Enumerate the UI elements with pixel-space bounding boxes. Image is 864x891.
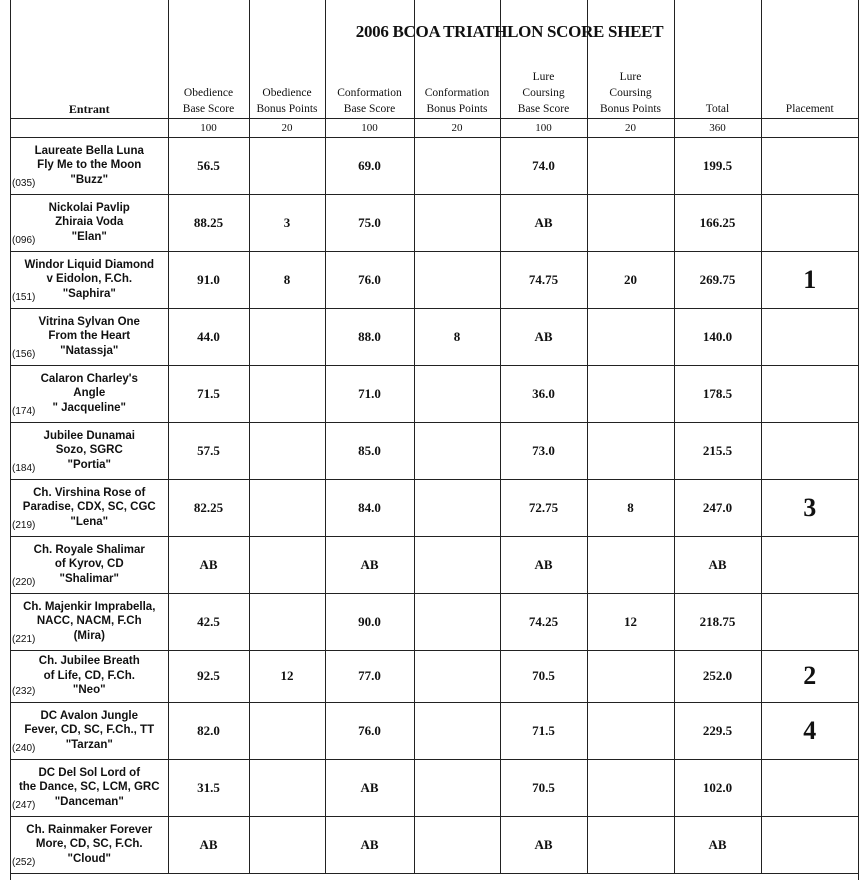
cell-conf-bonus (414, 365, 500, 422)
entrant-name-line: Nickolai Pavlip (48, 201, 130, 214)
cell-lure-base: 74.75 (500, 251, 587, 308)
cell-lure-bonus (587, 137, 674, 194)
entrant-name-line: Zhiraia Voda (55, 216, 124, 229)
entrant-number: (240) (12, 743, 36, 754)
cell-ob-bonus (249, 308, 325, 365)
entrant-name-line: "Danceman" (54, 795, 124, 808)
cell-placement: 3 (761, 479, 858, 536)
cell-lure-base: 70.5 (500, 759, 587, 816)
cell-ob-base: 31.5 (168, 759, 249, 816)
cell-lure-bonus (587, 759, 674, 816)
cell-total: 269.75 (674, 251, 761, 308)
entrant-name-line: "Cloud" (67, 852, 111, 865)
entrant-name-line: Windor Liquid Diamond (24, 258, 155, 271)
header-placement: Placement (761, 0, 858, 118)
cell-conf-base: 88.0 (325, 308, 414, 365)
entrant-name (11, 308, 168, 365)
cell-ob-base: 82.0 (168, 702, 249, 759)
table-row (11, 194, 858, 251)
score-table (11, 0, 858, 874)
cell-lure-base: AB (500, 816, 587, 873)
table-row (11, 308, 858, 365)
entrant-number: (035) (12, 178, 36, 189)
cell-conf-base: 75.0 (325, 194, 414, 251)
table-row (11, 759, 858, 816)
cell-ob-base: 91.0 (168, 251, 249, 308)
entrant-name-line: Laureate Bella Luna (34, 144, 144, 157)
cell-conf-bonus (414, 479, 500, 536)
cell-conf-base: 71.0 (325, 365, 414, 422)
cell-total: AB (674, 536, 761, 593)
cell-total: 215.5 (674, 422, 761, 479)
cell-placement: 4 (761, 702, 858, 759)
entrant-name-line: (Mira) (73, 629, 105, 642)
cell-placement (761, 365, 858, 422)
entrant-name-line: Angle (73, 387, 106, 400)
cell-ob-bonus (249, 593, 325, 650)
cell-conf-bonus (414, 759, 500, 816)
header-obedience-base: Obedience Base Score (168, 0, 249, 118)
entrant-name-line: Ch. Majenkir Imprabella, (23, 600, 156, 613)
cell-conf-bonus (414, 422, 500, 479)
cell-ob-bonus (249, 479, 325, 536)
cell-conf-base: 84.0 (325, 479, 414, 536)
header-lure-base: Lure Coursing Base Score (500, 0, 587, 118)
entrant-number: (232) (12, 686, 36, 697)
cell-placement (761, 536, 858, 593)
entrant-name-line: Ch. Royale Shalimar (33, 543, 145, 556)
cell-lure-base: AB (500, 194, 587, 251)
entrant-name-line: "Lena" (70, 515, 109, 528)
table-row (11, 422, 858, 479)
cell-ob-base: 57.5 (168, 422, 249, 479)
cell-ob-base: 56.5 (168, 137, 249, 194)
cell-total: 229.5 (674, 702, 761, 759)
cell-conf-bonus: 8 (414, 308, 500, 365)
cell-lure-base: 36.0 (500, 365, 587, 422)
entrant-name (11, 816, 168, 873)
cell-lure-base: 70.5 (500, 650, 587, 702)
entrant-name-line: "Tarzan" (65, 738, 113, 751)
table-row (11, 137, 858, 194)
entrant-name-line: Sozo, SGRC (55, 444, 123, 457)
cell-lure-base: 72.75 (500, 479, 587, 536)
entrant-name (11, 593, 168, 650)
cell-conf-bonus (414, 816, 500, 873)
cell-total: 199.5 (674, 137, 761, 194)
cell-total: 252.0 (674, 650, 761, 702)
entrant-name-line: Ch. Rainmaker Forever (26, 823, 153, 836)
cell-conf-bonus (414, 536, 500, 593)
entrant-name-line: Paradise, CDX, SC, CGC (22, 501, 156, 514)
cell-ob-bonus (249, 536, 325, 593)
cell-lure-bonus (587, 308, 674, 365)
cell-total: 140.0 (674, 308, 761, 365)
page-title: 2006 BCOA TRIATHLON SCORE SHEET (355, 22, 664, 41)
entries-body (11, 137, 858, 873)
cell-ob-bonus: 8 (249, 251, 325, 308)
entrant-name-line: Ch. Virshina Rose of (33, 486, 146, 499)
cell-ob-bonus (249, 137, 325, 194)
entrant-number: (151) (12, 292, 36, 303)
cell-placement (761, 759, 858, 816)
entrant-name (11, 759, 168, 816)
cell-placement: 1 (761, 251, 858, 308)
max-lure-bonus: 20 (587, 118, 674, 137)
cell-ob-base: 44.0 (168, 308, 249, 365)
entrant-name-line: Vitrina Sylvan One (38, 315, 140, 328)
header-total: Total (674, 0, 761, 118)
cell-conf-base: AB (325, 816, 414, 873)
entrant-number: (174) (12, 406, 36, 417)
max-conformation-base: 100 (325, 118, 414, 137)
cell-lure-bonus: 12 (587, 593, 674, 650)
entrant-name (11, 251, 168, 308)
header-lure-bonus: Lure Coursing Bonus Points (587, 0, 674, 118)
cell-placement: 2 (761, 650, 858, 702)
entrant-name-line: " Jacqueline" (52, 401, 127, 414)
cell-ob-base: AB (168, 536, 249, 593)
cell-total: 102.0 (674, 759, 761, 816)
table-row (11, 251, 858, 308)
entrant-number: (219) (12, 520, 36, 531)
entrant-name-line: of Kyrov, CD (54, 558, 124, 571)
cell-conf-base: 76.0 (325, 251, 414, 308)
entrant-name-line: Fly Me to the Moon (37, 159, 142, 172)
header-row (11, 0, 858, 118)
cell-ob-bonus: 12 (249, 650, 325, 702)
entrant-name-line: Jubilee Dunamai (43, 429, 135, 442)
score-sheet (10, 0, 859, 880)
cell-ob-base: AB (168, 816, 249, 873)
table-row (11, 593, 858, 650)
table-row (11, 365, 858, 422)
cell-ob-bonus (249, 816, 325, 873)
entrant-name-line: DC Avalon Jungle (40, 709, 139, 722)
entrant-number: (220) (12, 577, 36, 588)
header-conformation-bonus: Conformation Bonus Points (414, 0, 500, 118)
cell-conf-base: 76.0 (325, 702, 414, 759)
cell-placement (761, 816, 858, 873)
entrant-name-line: the Dance, SC, LCM, GRC (18, 781, 160, 794)
entrant-name-line: "Natassja" (60, 344, 119, 357)
cell-ob-base: 92.5 (168, 650, 249, 702)
max-total: 360 (674, 118, 761, 137)
cell-conf-base: 69.0 (325, 137, 414, 194)
max-entrant-blank (11, 118, 168, 137)
table-row (11, 650, 858, 702)
entrant-name-line: From the Heart (48, 330, 131, 343)
entrant-name-line: More, CD, SC, F.Ch. (35, 838, 143, 851)
cell-ob-base: 71.5 (168, 365, 249, 422)
cell-conf-bonus (414, 137, 500, 194)
table-row (11, 702, 858, 759)
entrant-number: (184) (12, 463, 36, 474)
entrant-name-line: "Saphira" (62, 287, 116, 300)
cell-conf-base: AB (325, 759, 414, 816)
max-conformation-bonus: 20 (414, 118, 500, 137)
entrant-name-line: "Neo" (72, 684, 106, 697)
max-lure-base: 100 (500, 118, 587, 137)
cell-lure-base: 71.5 (500, 702, 587, 759)
cell-lure-bonus (587, 194, 674, 251)
header-conformation-base: Conformation Base Score (325, 0, 414, 118)
cell-ob-base: 82.25 (168, 479, 249, 536)
cell-ob-bonus (249, 759, 325, 816)
entrant-name-line: Fever, CD, SC, F.Ch., TT (24, 724, 155, 737)
entrant-name (11, 194, 168, 251)
entrant-name (11, 365, 168, 422)
cell-lure-bonus: 20 (587, 251, 674, 308)
cell-conf-bonus (414, 251, 500, 308)
cell-conf-bonus (414, 702, 500, 759)
header-entrant: Entrant (68, 101, 110, 116)
cell-ob-bonus (249, 702, 325, 759)
entrant-number: (221) (12, 634, 36, 645)
entrant-number: (247) (12, 800, 36, 811)
cell-ob-base: 88.25 (168, 194, 249, 251)
entrant-number: (156) (12, 349, 36, 360)
cell-conf-bonus (414, 194, 500, 251)
entrant-name (11, 479, 168, 536)
cell-conf-bonus (414, 650, 500, 702)
cell-lure-base: 74.0 (500, 137, 587, 194)
cell-placement (761, 137, 858, 194)
cell-total: 166.25 (674, 194, 761, 251)
entrant-name-line: NACC, NACM, F.Ch (36, 615, 142, 628)
entrant-name-line: "Shalimar" (59, 572, 119, 585)
header-obedience-bonus: Obedience Bonus Points (249, 0, 325, 118)
cell-conf-base: 85.0 (325, 422, 414, 479)
cell-ob-base: 42.5 (168, 593, 249, 650)
entrant-name-line: of Life, CD, F.Ch. (43, 669, 135, 682)
entrant-name (11, 536, 168, 593)
entrant-name-line: v Eidolon, F.Ch. (46, 273, 133, 286)
entrant-name-line: "Elan" (71, 230, 107, 243)
entrant-number: (096) (12, 235, 36, 246)
cell-lure-base: AB (500, 536, 587, 593)
cell-lure-bonus: 8 (587, 479, 674, 536)
cell-placement (761, 422, 858, 479)
cell-conf-base: 77.0 (325, 650, 414, 702)
cell-conf-bonus (414, 593, 500, 650)
cell-placement (761, 194, 858, 251)
cell-lure-bonus (587, 702, 674, 759)
cell-lure-base: AB (500, 308, 587, 365)
entrant-name (11, 422, 168, 479)
cell-placement (761, 593, 858, 650)
cell-lure-bonus (587, 816, 674, 873)
cell-ob-bonus: 3 (249, 194, 325, 251)
cell-lure-bonus (587, 365, 674, 422)
entrant-name (11, 702, 168, 759)
max-obedience-base: 100 (168, 118, 249, 137)
cell-total: 247.0 (674, 479, 761, 536)
cell-ob-bonus (249, 422, 325, 479)
entrant-name-line: "Portia" (67, 458, 111, 471)
cell-lure-bonus (587, 650, 674, 702)
cell-lure-base: 73.0 (500, 422, 587, 479)
entrant-name (11, 137, 168, 194)
max-obedience-bonus: 20 (249, 118, 325, 137)
table-row (11, 536, 858, 593)
cell-total: AB (674, 816, 761, 873)
table-row (11, 479, 858, 536)
entrant-name-line: Ch. Jubilee Breath (38, 655, 140, 668)
cell-lure-base: 74.25 (500, 593, 587, 650)
cell-lure-bonus (587, 536, 674, 593)
max-placement-blank (761, 118, 858, 137)
cell-placement (761, 308, 858, 365)
cell-lure-bonus (587, 422, 674, 479)
cell-total: 178.5 (674, 365, 761, 422)
table-row (11, 816, 858, 873)
max-points-row (11, 118, 858, 137)
cell-conf-base: 90.0 (325, 593, 414, 650)
cell-total: 218.75 (674, 593, 761, 650)
entrant-number: (252) (12, 857, 36, 868)
cell-conf-base: AB (325, 536, 414, 593)
entrant-name-line: "Buzz" (70, 173, 109, 186)
entrant-name (11, 650, 168, 702)
entrant-name-line: Calaron Charley's (40, 372, 138, 385)
cell-ob-bonus (249, 365, 325, 422)
entrant-name-line: DC Del Sol Lord of (38, 766, 141, 779)
